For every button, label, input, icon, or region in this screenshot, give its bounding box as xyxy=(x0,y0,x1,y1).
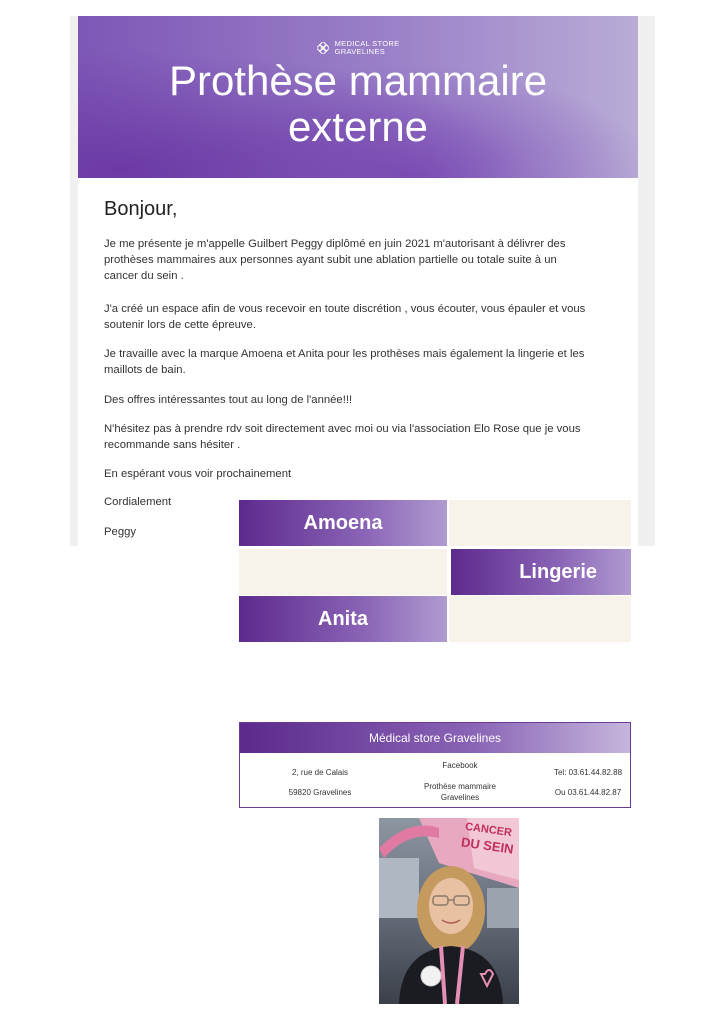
paragraph-line: Je me présente je m'appelle Guilbert Peggy diplômé en juin 2021 m'autorisant à délivrer des xyxy=(104,238,566,250)
facebook-page-name[interactable] xyxy=(390,781,530,803)
paragraph-line: prothèses mammaires aux personnes ayant subit une ablation partielle ou totale suite à un xyxy=(104,254,557,266)
facebook-page-line: Prothèse mammaire xyxy=(423,782,497,791)
brand-line-2: GRAVELINES xyxy=(334,47,386,56)
paragraph-line: J'a créé un espace afin de vous recevoir en toute discrétion , vous écouter, vous épauler et vous xyxy=(104,303,586,315)
title-line-2: externe xyxy=(287,103,429,150)
brand-name xyxy=(335,40,400,56)
contact-card xyxy=(239,722,631,808)
tile-lingerie: Lingerie xyxy=(451,549,631,595)
paragraph-intro xyxy=(104,236,614,284)
paragraph-brands xyxy=(104,346,614,378)
page-title xyxy=(78,58,638,150)
address-city: 59820 Gravelines xyxy=(288,788,352,797)
paragraph-line: cancer du sein . xyxy=(104,270,184,282)
title-line-1: Prothèse mammaire xyxy=(168,57,548,104)
banner-text-line-2: DU SEIN xyxy=(460,834,515,857)
closing-regards: Cordialement xyxy=(104,496,172,508)
paragraph-offers: Des offres intéressantes tout au long de l'année!!! xyxy=(104,394,353,406)
phone-primary: Tel: 03.61.44.82.88 xyxy=(553,768,623,777)
closing-wish: En espérant vous voir prochainement xyxy=(104,468,292,480)
paragraph-line: maillots de bain. xyxy=(104,364,186,376)
banner-text-line-1: CANCER xyxy=(464,820,513,840)
signature: Peggy xyxy=(104,526,137,538)
greeting: Bonjour, xyxy=(104,198,178,220)
paragraph-line: soutenir lors de cette épreuve. xyxy=(104,319,256,331)
contact-title: Médical store Gravelines xyxy=(240,723,630,753)
tile-empty xyxy=(449,596,631,642)
paragraph-line: recommande sans hésiter . xyxy=(104,439,241,451)
phone-secondary: Ou 03.61.44.82.87 xyxy=(554,788,622,797)
tile-amoena: Amoena xyxy=(239,500,447,546)
paragraph-space xyxy=(104,301,614,333)
facebook-label[interactable]: Facebook xyxy=(442,761,478,770)
paragraph-line: Je travaille avec la marque Amoena et Anita pour les prothèses mais également la lingerie et les xyxy=(104,348,585,360)
tile-empty xyxy=(449,500,631,546)
diamond-logo-icon xyxy=(317,42,329,54)
address-street: 2, rue de Calais xyxy=(291,768,349,777)
paragraph-line: N'hésitez pas à prendre rdv soit directement avec moi ou via l'association Elo Rose que je vous xyxy=(104,423,581,435)
brand-line-1: MEDICAL STORE xyxy=(334,39,400,48)
facebook-page-line: Gravelines xyxy=(440,793,480,802)
brand-logo xyxy=(78,40,638,56)
paragraph-appointment xyxy=(104,421,614,453)
header-banner xyxy=(78,16,638,178)
portrait-photo xyxy=(379,818,519,1004)
tile-anita: Anita xyxy=(239,596,447,642)
tile-empty xyxy=(239,549,447,595)
